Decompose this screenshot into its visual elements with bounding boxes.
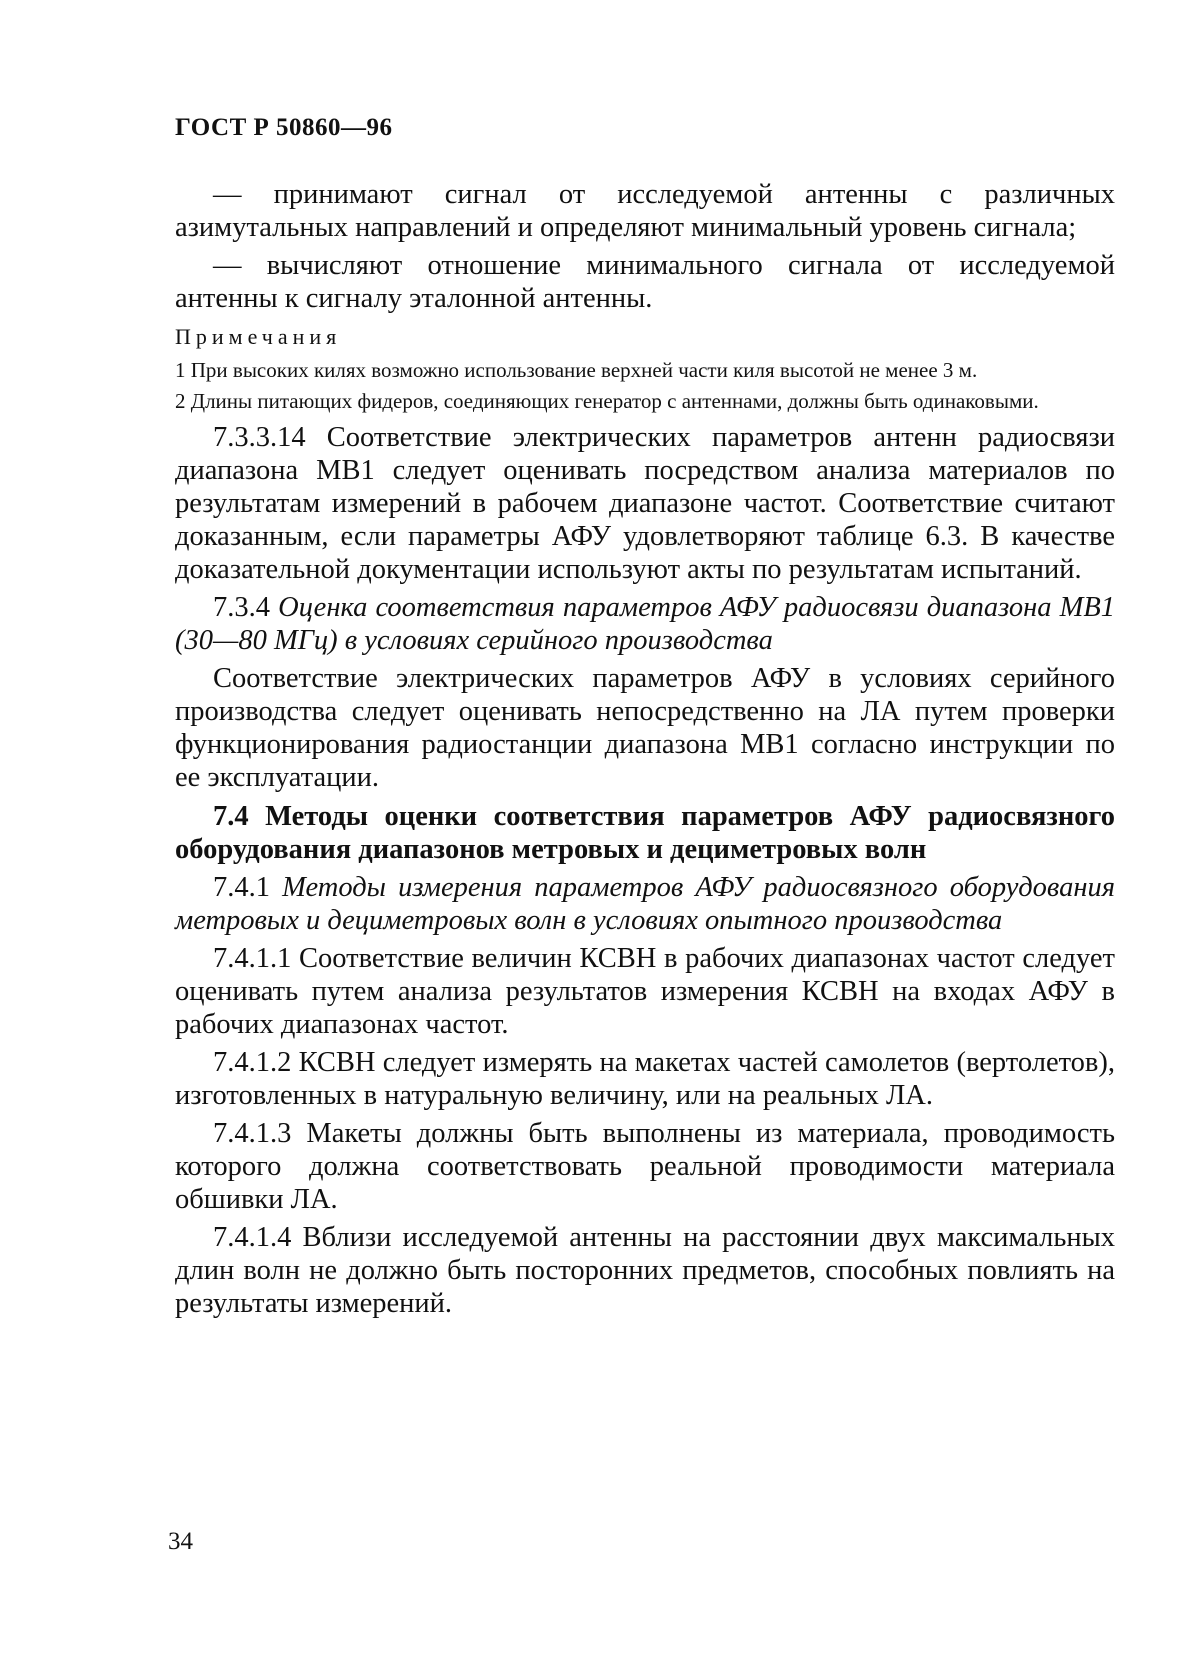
note-1: 1 При высоких килях возможно использование верхней части киля высотой не менее 3 м. xyxy=(175,358,978,382)
paragraph-ratio: — вычисляют отношение минимального сигнала от исследуемой антенны к сигналу эталонной антенны. xyxy=(175,250,1115,314)
section-7-4-title: Методы оценки соответствия параметров АФУ радиосвязного оборудования диапазонов метровых и дециметровых волн xyxy=(175,801,1115,865)
page-body xyxy=(175,178,1115,1325)
section-7-3-4-number: 7.3.4 xyxy=(213,592,270,623)
section-7-3-4-text: Соответствие электрических параметров АФУ в условиях серийного производства следует оценивать непосредственно на ЛА путем проверки функционирования радиостанции диапазона МВ1 согласно инструкции по ее эксплуатации. xyxy=(175,663,1115,793)
notes-title: Примечания xyxy=(175,324,342,349)
paragraph-azimuth: — принимают сигнал от исследуемой антенны с различных азимутальных направлений и определяют минимальный уровень сигнала; xyxy=(175,179,1115,243)
section-7-4-1-1: 7.4.1.1 Соответствие величин КСВН в рабочих диапазонах частот следует оценивать путем анализа результатов измерения КСВН на входах АФУ в рабочих диапазонах частот. xyxy=(175,943,1115,1040)
section-7-4-1-number: 7.4.1 xyxy=(213,872,270,903)
section-7-4-heading xyxy=(175,800,1115,866)
section-7-4-1-title: Методы измерения параметров АФУ радиосвязного оборудования метровых и дециметровых волн в условиях опытного производства xyxy=(175,872,1115,936)
document-header: ГОСТ Р 50860—96 xyxy=(175,114,393,141)
section-7-4-1-4: 7.4.1.4 Вблизи исследуемой антенны на расстоянии двух максимальных длин волн не должно быть посторонних предметов, способных повлиять на результаты измерений. xyxy=(175,1222,1115,1319)
section-7-4-number: 7.4 xyxy=(213,801,249,832)
section-7-3-4-heading xyxy=(175,591,1115,657)
section-7-4-1-3: 7.4.1.3 Макеты должны быть выполнены из материала, проводимость которого должна соответствовать реальной проводимости материала обшивки ЛА. xyxy=(175,1118,1115,1215)
section-7-4-1-heading xyxy=(175,871,1115,937)
page-number: 34 xyxy=(168,1528,193,1555)
note-2: 2 Длины питающих фидеров, соединяющих генератор с антеннами, должны быть одинаковыми. xyxy=(175,389,1039,413)
section-7-4-1-2: 7.4.1.2 КСВН следует измерять на макетах частей самолетов (вертолетов), изготовленных в натуральную величину, или на реальных ЛА. xyxy=(175,1047,1115,1111)
section-7-3-4-title: Оценка соответствия параметров АФУ радиосвязи диапазона МВ1 (30—80 МГц) в условиях серийного производства xyxy=(175,592,1116,656)
section-7-3-3-14: 7.3.3.14 Соответствие электрических параметров антенн радиосвязи диапазона МВ1 следует оценивать посредством анализа материалов по результатам измерений в рабочем диапазоне частот. Соответствие считают доказанным, если параметры АФУ удовлетворяют таблице 6.3. В качестве доказательной документации используют акты по результатам испытаний. xyxy=(175,422,1115,585)
